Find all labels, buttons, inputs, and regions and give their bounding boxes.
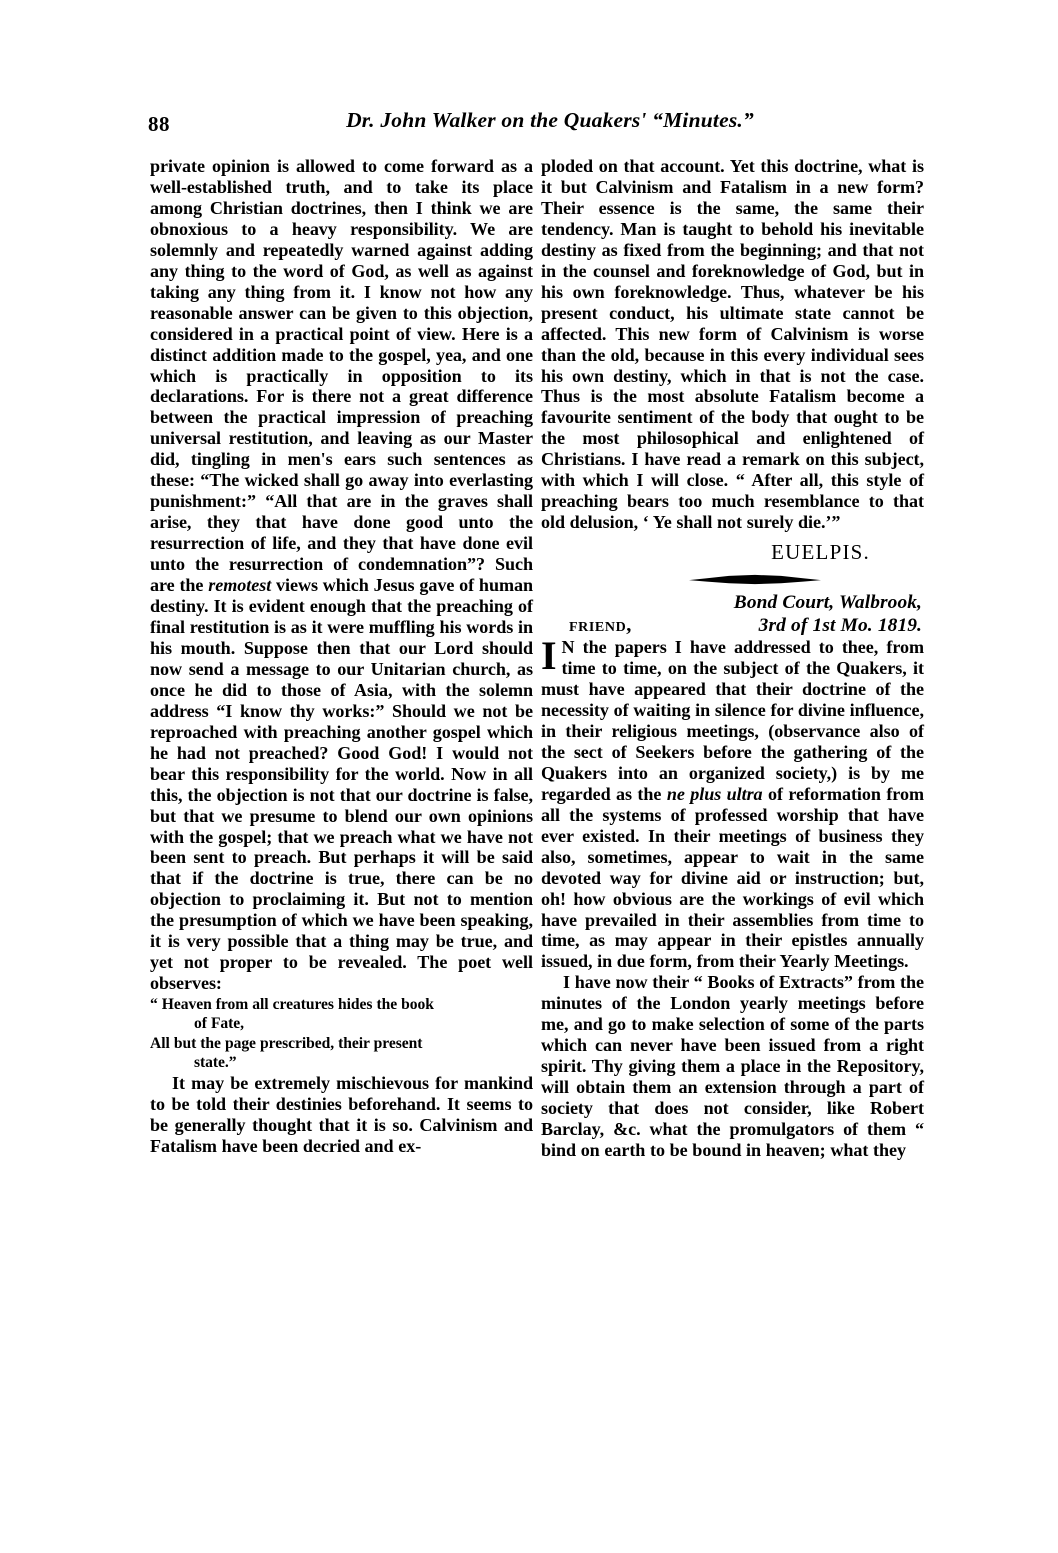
salutation: friend, [569,614,632,637]
paragraph-continued [150,156,533,994]
italic-emphasis-ne-plus-ultra: ne plus ultra [666,783,763,804]
verse-line-1: “ Heaven from all creatures hides the book [150,996,434,1014]
decorative-rule-container [541,565,924,591]
paragraph-final-left: It may be extremely mischievous for mankind to be told their destinies beforehand. It seems to be generally thought that it is so. Calvinism and Fatalism have been decried and ex- [150,1072,533,1156]
verse-line-2: All but the page prescribed, their present [150,1034,423,1052]
paragraph-text: private opinion is allowed to come forward as a well-established truth, and to take its place among Christian doctrines, then I think we are obnoxious to a heavy responsibility. We are solemnly and repeatedly warned against adding any thing to the word of God, as well as against taking any thing from it. I know not how any reasonable answer can be given to this objection, considered in a practical point of view. Here is a distinct addition made to the gospel, yea, and one which is practically in opposition to its declarations. For is there not a great difference between the practical impression of preaching universal restitution, and leaving as our Master did, tingling in men's ears such sentences as these: “The wicked shall go away into everlasting punishment:” “All that are in the graves shall arise, they that have done good unto the resurrection of life, and they that have done evil unto the resurrection of condemnation”? Such are the [150,156,533,596]
dateline-line-2: 3rd of 1st Mo. 1819. [758,615,922,637]
verse-line-2-continuation: state.” [194,1053,237,1071]
verse-line-1-continuation: of Fate, [194,1015,245,1033]
dateline-line-1: Bond Court, Walbrook, [733,592,922,614]
left-column [150,156,533,1157]
paragraph-continued-right: ploded on that account. Yet this doctrine, what is it but Calvinism and Fatalism in a new form? Their essence is the same, the same their tendency. Man is taught to behold his inevitable destiny as fixed from the beginning; and that not in the counsel and foreknowledge of God, but in his own foreknowledge. Thus, whatever be his present conduct, his ultimate state cannot be affected. This new form of Calvinism is worse than the old, because in this every individual sees his own destiny, which in that is not the case. Thus is the most absolute Fatalism become a favourite sentiment of the body that ought to be the most philosophical and enlightened of Christians. I have read a remark on this subject, with which I will close. “ After all, this style of preaching bears too much resemblance to that old delusion, ‘ Ye shall not surely die.’” [541,156,924,533]
letter-text-b: of reformation from all the systems of professed worship that have ever existed. In their meetings of business they also, sometimes, appear to wait in the same devoted way for divine aid or instruction; but, oh! how obvious are the workings of evil which have prevailed in their assemblies from time to time, as may appear in their epistles annually issued, in due form, from their Yearly Meetings. [541,783,924,972]
italic-emphasis-remotest: remotest [208,575,272,596]
verse-quotation [150,995,533,1072]
lens-rule-ornament [689,574,821,585]
article-signature: EUELPIS. [771,540,870,565]
page-number: 88 [148,112,170,136]
letter-paragraph-2: I have now their “ Books of Extracts” from the minutes of the London yearly meetings before me, and go to make selection of some of the parts which can never have been issued from a right spirit. Thy giving them a place in the Repository, will obtain them an extension through a part of society that does not consider, like Robert Barclay, &c. what the promulgators of them “ bind on earth to be bound in heaven; what they [541,972,924,1160]
drop-cap: I [541,633,557,679]
page-title: Dr. John Walker on the Quakers' “Minutes.” [346,108,754,132]
right-column [541,156,924,1161]
salutation-row [541,614,924,637]
letter-text-a: N the papers I have addressed to thee, from time to time, on the subject of the Quakers, it must have appeared that their doctrine of the necessity of waiting in silence for divine influence, in their religious meetings, (observance also of the sect of Seekers before the gathering of the Quakers into an organized society,) is by me regarded as the [541,637,924,804]
running-head [148,108,924,142]
paragraph-text-continued: views which Jesus gave of human destiny. It is evident enough that the preaching of final restitution is as it were muffling his words in his mouth. Suppose then that our Lord should now send a message to our Unitarian church, as once he did to those of Asia, with the solemn address “I know thy works:” Should we not be reproached with preaching another gospel which he had not preached? Good God! I would not bear this responsibility for the world. Now in all this, the objection is not that our doctrine is false, but that we presume to blend our own opinions with the gospel; that we preach what we have not been sent to preach. But perhaps it will be said that if the doctrine is true, there can be no objection to proclaiming it. But not to mention the presumption of which we have been speaking, it is very possible that a thing may be true, and yet not proper to be revealed. The poet well observes: [150,575,533,994]
letter-paragraph-1 [541,633,924,972]
